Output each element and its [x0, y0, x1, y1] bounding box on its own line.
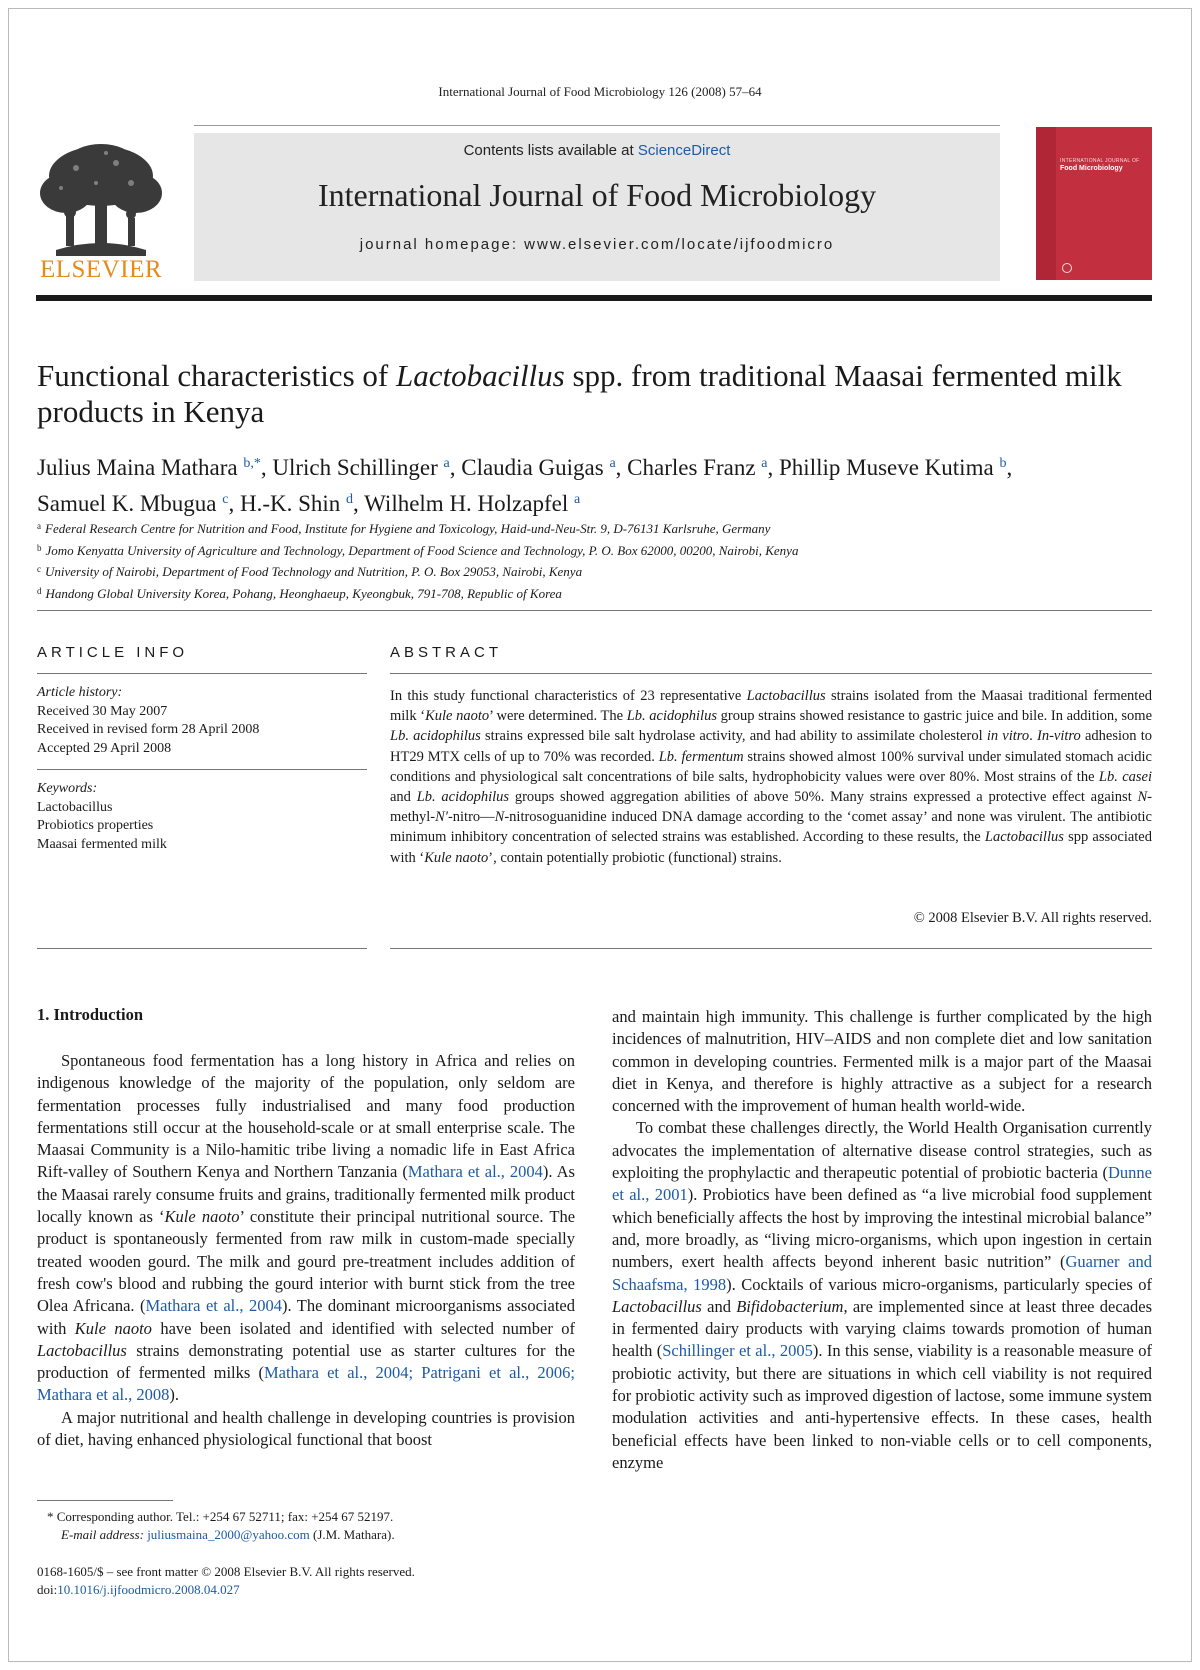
paragraph: and maintain high immunity. This challenge is further complicated by the high incidences of malnutrition, HIV–AIDS and non complete diet and low sanitation common in developing countries. Fermented milk is a major part of the Maasai diet in Kenya, and therefore is highly attractive as a subject for a research concerned with the improvement of human health world-wide.: [612, 1007, 1152, 1116]
keywords-label: Keywords:: [37, 781, 98, 796]
info-bottom-rule: [37, 948, 367, 949]
keyword: Maasai fermented milk: [37, 836, 167, 852]
author-list: Julius Maina Mathara $^{b,*}$, Ulrich Schillinger $^a$, Claudia Guigas $^a$, Charles Franz $^a$, Phillip Museve Kutima $^b$, Samuel K. Mbugua $^c$, H.-K. Shin $^d$, Wilhelm H. Holzapfel $^a$: [37, 455, 1013, 516]
journal-title: International Journal of Food Microbiology: [317, 177, 877, 213]
author[interactable]: Phillip Museve Kutima $^b$: [779, 455, 1007, 480]
citation-link[interactable]: Mathara et al., 2004; Patrigani et al., 2006; Mathara et al., 2008: [37, 1363, 576, 1405]
homepage-label: journal homepage:: [359, 236, 525, 253]
citation-link[interactable]: Schillinger et al., 2005: [662, 1341, 813, 1361]
keyword: Probiotics properties: [37, 818, 154, 833]
homepage-url[interactable]: www.elsevier.com/locate/ijfoodmicro: [524, 236, 835, 253]
journal-homepage: [194, 236, 1000, 253]
cover-emblem-icon: [1062, 263, 1072, 273]
cover-title: Food Microbiology: [1060, 165, 1123, 172]
abstract-heading: ABSTRACT: [390, 644, 503, 661]
paragraph: To combat these challenges directly, the World Health Organisation currently advocates the implementation of alternative disease control strategies, such as exploiting the prophylactic and therapeutic potential of probiotic bacteria (Dunne et al., 2001). Probiotics have been defined as “a live microbial food supplement which beneficially affects the host by improving the intestinal microbial balance” and, more broadly, as “living micro-organisms, which upon ingestion in certain numbers, exert health affects beyond inherent basic nutrition” (Guarner and Schaafsma, 1998). Cocktails of various micro-organisms, particularly species of Lactobacillus and Bifidobacterium, are implemented since at least three decades in fermented dairy products with varying claims towards promotion of human health (Schillinger et al., 2005). In this sense, viability is a reasonable measure of probiotic activity, but there are situations in which cell viability is not required for probiotic activity such as improved digestion of lactose, some immune system modulation activities and anti-hypertensive effects. In these cases, health beneficial effects have been linked to non-viable cells or to cell components, enzyme: [612, 1118, 1152, 1472]
title-text-rest: spp. from traditional Maasai fermented milk products in Kenya: [37, 358, 1122, 429]
author[interactable]: Ulrich Schillinger $^a$: [272, 455, 450, 480]
citation-link[interactable]: Dunne et al., 2001: [612, 1163, 1152, 1205]
affiliation: $^b$ Jomo Kenyatta University of Agriculture and Technology, Department of Food Science and Technology, P. O. Box 62000, 00200, Nairobi, Kenya: [37, 542, 799, 558]
author[interactable]: H.-K. Shin $^d$: [239, 491, 354, 516]
keywords-rule: [37, 769, 367, 770]
abstract-rule: [390, 673, 1152, 674]
right-column: [612, 1006, 1152, 1474]
sciencedirect-link[interactable]: ScienceDirect: [637, 142, 731, 159]
abstract-bottom-rule: [390, 948, 1152, 949]
footnote-rule: [37, 1500, 173, 1501]
citation-link[interactable]: Guarner and Schaafsma, 1998: [612, 1252, 1152, 1294]
citation-link[interactable]: Mathara et al., 2004: [407, 1162, 543, 1182]
keyword: Lactobacillus: [37, 799, 113, 815]
affiliation: $^c$ University of Nairobi, Department of Food Technology and Nutrition, P. O. Box 29053, Nairobi, Kenya: [37, 564, 583, 579]
author[interactable]: Samuel K. Mbugua $^c$: [37, 491, 229, 516]
paragraph: Spontaneous food fermentation has a long history in Africa and relies on indigenous knowledge of the majority of the population, only seldom are fermentation processes fully industrialised and many food production fermentations still occur at the household-scale or at small enterprise scale. The Maasai Community is a Nilo-hamitic tribe living a nomadic life in East Africa Rift-valley of Southern Kenya and Northern Tanzania (Mathara et al., 2004). As the Maasai rarely consume fruits and grains, traditionally fermented milk product locally known as ‘Kule naoto’ constitute their principal nutritional source. The product is spontaneously fermented from raw milk in custom-made specially treated wooden gourd. The milk and gourd pre-treatment includes addition of fresh cow's blood and rubbing the gourd interior with burnt stick from the tree Olea Africana. (Mathara et al., 2004). The dominant microorganisms associated with Kule naoto have been isolated and identified with selected number of Lactobacillus strains demonstrating potential use as starter cultures for the production of fermented milks (Mathara et al., 2004; Patrigani et al., 2006; Mathara et al., 2008).: [37, 1051, 576, 1405]
author[interactable]: Charles Franz $^a$: [627, 455, 768, 480]
abstract-text: In this study functional characteristics of 23 representative Lactobacillus strains isolated from the Maasai traditional fermented milk ‘Kule naoto’ were determined. The Lb. acidophilus group strains showed resistance to gastric juice and bile. In addition, some Lb. acidophilus strains expressed bile salt hydrolase activity, and had ability to assimilate cholesterol in vitro. In-vitro adhesion to HT29 MTX cells of up to 70% was recorded. Lb. fermentum strains showed almost 100% survival under simulated stomach acidic conditions and physiological salt concentrations of bile salts, hydrophobicity values were over 80%. Most strains of the Lb. casei and Lb. acidophilus groups showed aggregation abilities of above 50%. Many strains expressed a protective effect against N-methyl-N′-nitro—N-nitrosoguanidine induced DNA damage according to the ‘comet assay’ and none was virulent. The antibiotic minimum inhibitory concentration of selected strains was established. According to these results, the Lactobacillus spp associated with ‘Kule naoto’, contain potentially probiotic (functional) strains.: [390, 688, 1153, 866]
masthead-rule: [194, 125, 1000, 126]
running-head: International Journal of Food Microbiology 126 (2008) 57–64: [438, 84, 762, 99]
left-column: [37, 1050, 575, 1451]
accepted-date: Accepted 29 April 2008: [37, 740, 172, 756]
cover-subtitle: INTERNATIONAL JOURNAL OF: [1060, 158, 1140, 164]
article-title: [37, 358, 1157, 430]
article-info: [37, 684, 367, 854]
corresponding-author-footnote: * Corresponding author. Tel.: +254 67 52711; fax: +254 67 52197. E-mail address: juliusmaina_2000@yahoo.com (J.M. Mathara).: [47, 1509, 395, 1542]
header-thick-rule: [36, 295, 1152, 301]
doi-line: doi:10.1016/j.ijfoodmicro.2008.04.027: [37, 1582, 240, 1597]
abstract-copyright: © 2008 Elsevier B.V. All rights reserved.: [913, 910, 1152, 926]
affiliations: [37, 517, 1137, 603]
revised-date: Received in revised form 28 April 2008: [37, 722, 260, 737]
section-heading-introduction: 1. Introduction: [37, 1005, 144, 1024]
article-info-heading: ARTICLE INFO: [37, 644, 189, 661]
author[interactable]: Wilhelm H. Holzapfel $^a$: [364, 491, 581, 516]
author[interactable]: Claudia Guigas $^a$: [461, 455, 616, 480]
affiliation: $^d$ Handong Global University Korea, Pohang, Heonghaeup, Kyeongbuk, 791-708, Republic of Korea: [37, 585, 562, 601]
article-info-rule: [37, 673, 367, 674]
citation-link[interactable]: Mathara et al., 2004: [145, 1296, 282, 1316]
received-date: Received 30 May 2007: [37, 703, 168, 719]
title-genus: Lactobacillus: [395, 358, 565, 393]
email-link[interactable]: juliusmaina_2000@yahoo.com: [147, 1527, 310, 1542]
affiliation: $^a$ Federal Research Centre for Nutrition and Food, Institute for Hygiene and Toxicology, Haid-und-Neu-Str. 9, D-76131 Karlsruhe, Germany: [37, 521, 771, 536]
divider-rule: [37, 610, 1152, 611]
journal-banner: [194, 133, 1000, 281]
cover-strip: [1036, 127, 1056, 280]
doi-link[interactable]: 10.1016/j.ijfoodmicro.2008.04.027: [57, 1582, 240, 1597]
contents-prefix: Contents lists available at: [463, 142, 638, 159]
history-label: Article history:: [37, 685, 123, 700]
author[interactable]: Julius Maina Mathara $^{b,*}$: [37, 455, 261, 480]
title-text: Functional characteristics of: [37, 358, 396, 393]
paragraph: A major nutritional and health challenge in developing countries is provision of diet, having enhanced physiological functional that boost: [37, 1407, 575, 1450]
issn-line: 0168-1605/$ – see front matter © 2008 Elsevier B.V. All rights reserved.: [37, 1564, 415, 1579]
page-footer: [37, 1563, 577, 1599]
elsevier-wordmark: ELSEVIER: [39, 256, 163, 283]
contents-line: [194, 142, 1000, 159]
journal-cover-thumbnail: [1036, 127, 1152, 280]
